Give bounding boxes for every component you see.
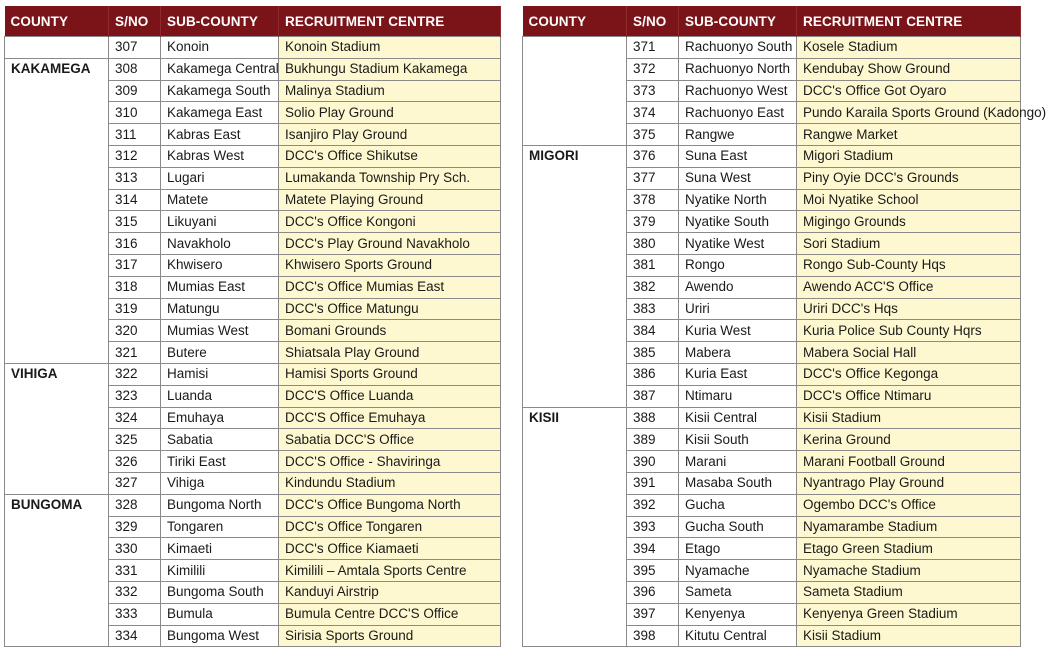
sno-header: S/NO bbox=[109, 6, 161, 37]
subcounty-cell: Kabras West bbox=[161, 145, 279, 167]
sno-cell: 307 bbox=[109, 37, 161, 59]
sno-cell: 386 bbox=[627, 363, 679, 385]
centre-cell: DCC'S Office Luanda bbox=[279, 385, 501, 407]
sno-cell: 398 bbox=[627, 625, 679, 647]
centre-cell: DCC'S Office Emuhaya bbox=[279, 407, 501, 429]
centre-cell: DCC's Office Mumias East bbox=[279, 276, 501, 298]
sno-cell: 375 bbox=[627, 124, 679, 146]
centre-cell: Piny Oyie DCC's Grounds bbox=[797, 167, 1021, 189]
subcounty-cell: Kisii Central bbox=[679, 407, 797, 429]
subcounty-cell: Marani bbox=[679, 451, 797, 473]
centre-cell: DCC's Office Kongoni bbox=[279, 211, 501, 233]
subcounty-cell: Uriri bbox=[679, 298, 797, 320]
subcounty-cell: Kimilili bbox=[161, 560, 279, 582]
sno-cell: 389 bbox=[627, 429, 679, 451]
subcounty-header: SUB-COUNTY bbox=[161, 6, 279, 37]
centre-cell: Kenyenya Green Stadium bbox=[797, 603, 1021, 625]
sno-cell: 319 bbox=[109, 298, 161, 320]
centre-cell: Lumakanda Township Pry Sch. bbox=[279, 167, 501, 189]
subcounty-cell: Kuria East bbox=[679, 363, 797, 385]
subcounty-cell: Mumias West bbox=[161, 320, 279, 342]
centre-cell: Kanduyi Airstrip bbox=[279, 581, 501, 603]
subcounty-cell: Kabras East bbox=[161, 124, 279, 146]
sno-cell: 391 bbox=[627, 472, 679, 494]
sno-cell: 373 bbox=[627, 80, 679, 102]
table-body bbox=[5, 37, 501, 647]
subcounty-cell: Sameta bbox=[679, 581, 797, 603]
centre-cell: Matete Playing Ground bbox=[279, 189, 501, 211]
sno-cell: 396 bbox=[627, 581, 679, 603]
subcounty-cell: Konoin bbox=[161, 37, 279, 59]
subcounty-cell: Gucha bbox=[679, 494, 797, 516]
centre-cell: Malinya Stadium bbox=[279, 80, 501, 102]
sno-cell: 390 bbox=[627, 451, 679, 473]
sno-cell: 329 bbox=[109, 516, 161, 538]
centre-cell: Shiatsala Play Ground bbox=[279, 342, 501, 364]
subcounty-cell: Matete bbox=[161, 189, 279, 211]
subcounty-cell: Rachuonyo North bbox=[679, 58, 797, 80]
subcounty-cell: Kuria West bbox=[679, 320, 797, 342]
sno-cell: 320 bbox=[109, 320, 161, 342]
sno-cell: 334 bbox=[109, 625, 161, 647]
sno-cell: 377 bbox=[627, 167, 679, 189]
sno-cell: 314 bbox=[109, 189, 161, 211]
sno-cell: 388 bbox=[627, 407, 679, 429]
subcounty-cell: Kakamega Central bbox=[161, 58, 279, 80]
subcounty-cell: Khwisero bbox=[161, 254, 279, 276]
subcounty-cell: Kakamega East bbox=[161, 102, 279, 124]
sno-cell: 380 bbox=[627, 233, 679, 255]
sno-cell: 331 bbox=[109, 560, 161, 582]
centre-cell: Kendubay Show Ground bbox=[797, 58, 1021, 80]
subcounty-cell: Kenyenya bbox=[679, 603, 797, 625]
subcounty-cell: Kakamega South bbox=[161, 80, 279, 102]
centre-cell: Kerina Ground bbox=[797, 429, 1021, 451]
centre-cell: Kisii Stadium bbox=[797, 625, 1021, 647]
centre-cell: Mabera Social Hall bbox=[797, 342, 1021, 364]
subcounty-cell: Bungoma West bbox=[161, 625, 279, 647]
county-header: COUNTY bbox=[523, 6, 627, 37]
centre-cell: Rongo Sub-County Hqs bbox=[797, 254, 1021, 276]
subcounty-cell: Awendo bbox=[679, 276, 797, 298]
table-row bbox=[5, 363, 501, 385]
sno-cell: 325 bbox=[109, 429, 161, 451]
subcounty-cell: Rongo bbox=[679, 254, 797, 276]
centre-cell: Hamisi Sports Ground bbox=[279, 363, 501, 385]
sno-cell: 376 bbox=[627, 145, 679, 167]
centre-cell: Moi Nyatike School bbox=[797, 189, 1021, 211]
centre-cell: DCC's Office Bungoma North bbox=[279, 494, 501, 516]
centre-cell: Kimilili – Amtala Sports Centre bbox=[279, 560, 501, 582]
centre-cell: DCC's Play Ground Navakholo bbox=[279, 233, 501, 255]
sno-cell: 387 bbox=[627, 385, 679, 407]
subcounty-cell: Butere bbox=[161, 342, 279, 364]
sno-cell: 332 bbox=[109, 581, 161, 603]
table-header-row bbox=[523, 6, 1021, 37]
sno-cell: 308 bbox=[109, 58, 161, 80]
subcounty-cell: Rachuonyo West bbox=[679, 80, 797, 102]
centre-cell: Nyamarambe Stadium bbox=[797, 516, 1021, 538]
centre-cell: Migingo Grounds bbox=[797, 211, 1021, 233]
subcounty-cell: Suna East bbox=[679, 145, 797, 167]
centre-cell: Awendo ACC'S Office bbox=[797, 276, 1021, 298]
sno-cell: 327 bbox=[109, 472, 161, 494]
sno-cell: 371 bbox=[627, 37, 679, 59]
county-cell: BUNGOMA bbox=[5, 494, 109, 647]
subcounty-cell: Nyatike West bbox=[679, 233, 797, 255]
centre-cell: Sori Stadium bbox=[797, 233, 1021, 255]
sno-cell: 395 bbox=[627, 560, 679, 582]
centre-cell: Bukhungu Stadium Kakamega bbox=[279, 58, 501, 80]
sno-cell: 384 bbox=[627, 320, 679, 342]
subcounty-cell: Nyatike South bbox=[679, 211, 797, 233]
subcounty-cell: Masaba South bbox=[679, 472, 797, 494]
county-cell: VIHIGA bbox=[5, 363, 109, 494]
subcounty-cell: Bumula bbox=[161, 603, 279, 625]
sno-cell: 379 bbox=[627, 211, 679, 233]
subcounty-cell: Tongaren bbox=[161, 516, 279, 538]
centre-cell: Isanjiro Play Ground bbox=[279, 124, 501, 146]
subcounty-cell: Etago bbox=[679, 538, 797, 560]
centre-cell: DCC's Office Tongaren bbox=[279, 516, 501, 538]
centre-cell: Solio Play Ground bbox=[279, 102, 501, 124]
centre-cell: Migori Stadium bbox=[797, 145, 1021, 167]
sno-cell: 383 bbox=[627, 298, 679, 320]
table-row bbox=[523, 407, 1021, 429]
subcounty-cell: Suna West bbox=[679, 167, 797, 189]
centre-cell: Kuria Police Sub County Hqrs bbox=[797, 320, 1021, 342]
subcounty-cell: Kimaeti bbox=[161, 538, 279, 560]
subcounty-cell: Vihiga bbox=[161, 472, 279, 494]
subcounty-cell: Lugari bbox=[161, 167, 279, 189]
sno-cell: 393 bbox=[627, 516, 679, 538]
subcounty-cell: Nyamache bbox=[679, 560, 797, 582]
county-cell: KISII bbox=[523, 407, 627, 647]
sno-cell: 322 bbox=[109, 363, 161, 385]
sno-cell: 317 bbox=[109, 254, 161, 276]
table-row bbox=[5, 494, 501, 516]
centre-cell: Kindundu Stadium bbox=[279, 472, 501, 494]
county-cell: MIGORI bbox=[523, 145, 627, 407]
centre-cell: DCC's Office Kegonga bbox=[797, 363, 1021, 385]
subcounty-header: SUB-COUNTY bbox=[679, 6, 797, 37]
subcounty-cell: Navakholo bbox=[161, 233, 279, 255]
sno-cell: 321 bbox=[109, 342, 161, 364]
table-row bbox=[523, 145, 1021, 167]
centre-cell: DCC'S Office - Shaviringa bbox=[279, 451, 501, 473]
table-header-row bbox=[5, 6, 501, 37]
subcounty-cell: Luanda bbox=[161, 385, 279, 407]
centre-cell: Ogembo DCC's Office bbox=[797, 494, 1021, 516]
centre-cell: Etago Green Stadium bbox=[797, 538, 1021, 560]
sno-cell: 311 bbox=[109, 124, 161, 146]
recruitment-table-left bbox=[4, 6, 501, 647]
sno-cell: 315 bbox=[109, 211, 161, 233]
subcounty-cell: Kisii South bbox=[679, 429, 797, 451]
sno-cell: 313 bbox=[109, 167, 161, 189]
sno-cell: 378 bbox=[627, 189, 679, 211]
recruitment-table-right bbox=[522, 6, 1046, 647]
centre-cell: Rangwe Market bbox=[797, 124, 1021, 146]
county-header: COUNTY bbox=[5, 6, 109, 37]
centre-cell: Pundo Karaila Sports Ground (Kadongo) bbox=[797, 102, 1021, 124]
centre-cell: DCC's Office Matungu bbox=[279, 298, 501, 320]
sno-cell: 382 bbox=[627, 276, 679, 298]
centre-cell: Nyamache Stadium bbox=[797, 560, 1021, 582]
subcounty-cell: Matungu bbox=[161, 298, 279, 320]
sno-cell: 326 bbox=[109, 451, 161, 473]
centre-cell: DCC's Office Shikutse bbox=[279, 145, 501, 167]
centre-cell: Khwisero Sports Ground bbox=[279, 254, 501, 276]
subcounty-cell: Likuyani bbox=[161, 211, 279, 233]
sno-cell: 372 bbox=[627, 58, 679, 80]
sno-cell: 385 bbox=[627, 342, 679, 364]
sno-cell: 310 bbox=[109, 102, 161, 124]
centre-cell: DCC's Office Got Oyaro bbox=[797, 80, 1021, 102]
centre-cell: DCC's Office Kiamaeti bbox=[279, 538, 501, 560]
subcounty-cell: Gucha South bbox=[679, 516, 797, 538]
sno-cell: 318 bbox=[109, 276, 161, 298]
table-row bbox=[5, 37, 501, 59]
sno-header: S/NO bbox=[627, 6, 679, 37]
subcounty-cell: Mumias East bbox=[161, 276, 279, 298]
sno-cell: 323 bbox=[109, 385, 161, 407]
centre-cell: Uriri DCC's Hqs bbox=[797, 298, 1021, 320]
centre-header: RECRUITMENT CENTRE bbox=[797, 6, 1021, 37]
centre-cell: DCC's Office Ntimaru bbox=[797, 385, 1021, 407]
county-cell: KAKAMEGA bbox=[5, 58, 109, 363]
sno-cell: 316 bbox=[109, 233, 161, 255]
subcounty-cell: Hamisi bbox=[161, 363, 279, 385]
sno-cell: 309 bbox=[109, 80, 161, 102]
centre-cell: Nyantrago Play Ground bbox=[797, 472, 1021, 494]
table-body bbox=[523, 37, 1046, 647]
subcounty-cell: Bungoma North bbox=[161, 494, 279, 516]
subcounty-cell: Kitutu Central bbox=[679, 625, 797, 647]
centre-header: RECRUITMENT CENTRE bbox=[279, 6, 501, 37]
centre-cell: Sabatia DCC'S Office bbox=[279, 429, 501, 451]
table-row bbox=[523, 37, 1021, 59]
county-cell bbox=[5, 37, 109, 59]
sno-cell: 381 bbox=[627, 254, 679, 276]
centre-cell: Bumula Centre DCC'S Office bbox=[279, 603, 501, 625]
centre-cell: Konoin Stadium bbox=[279, 37, 501, 59]
subcounty-cell: Rachuonyo South bbox=[679, 37, 797, 59]
county-cell bbox=[523, 37, 627, 146]
subcounty-cell: Emuhaya bbox=[161, 407, 279, 429]
subcounty-cell: Ntimaru bbox=[679, 385, 797, 407]
centre-cell: Sirisia Sports Ground bbox=[279, 625, 501, 647]
centre-cell: Bomani Grounds bbox=[279, 320, 501, 342]
sno-cell: 312 bbox=[109, 145, 161, 167]
sno-cell: 392 bbox=[627, 494, 679, 516]
sno-cell: 324 bbox=[109, 407, 161, 429]
sno-cell: 330 bbox=[109, 538, 161, 560]
sno-cell: 328 bbox=[109, 494, 161, 516]
subcounty-cell: Rangwe bbox=[679, 124, 797, 146]
subcounty-cell: Mabera bbox=[679, 342, 797, 364]
subcounty-cell: Tiriki East bbox=[161, 451, 279, 473]
centre-cell: Sameta Stadium bbox=[797, 581, 1021, 603]
subcounty-cell: Rachuonyo East bbox=[679, 102, 797, 124]
subcounty-cell: Sabatia bbox=[161, 429, 279, 451]
sno-cell: 394 bbox=[627, 538, 679, 560]
centre-cell: Marani Football Ground bbox=[797, 451, 1021, 473]
subcounty-cell: Bungoma South bbox=[161, 581, 279, 603]
centre-cell: Kisii Stadium bbox=[797, 407, 1021, 429]
sno-cell: 333 bbox=[109, 603, 161, 625]
centre-cell: Kosele Stadium bbox=[797, 37, 1021, 59]
sno-cell: 374 bbox=[627, 102, 679, 124]
table-row bbox=[5, 58, 501, 80]
subcounty-cell: Nyatike North bbox=[679, 189, 797, 211]
sno-cell: 397 bbox=[627, 603, 679, 625]
